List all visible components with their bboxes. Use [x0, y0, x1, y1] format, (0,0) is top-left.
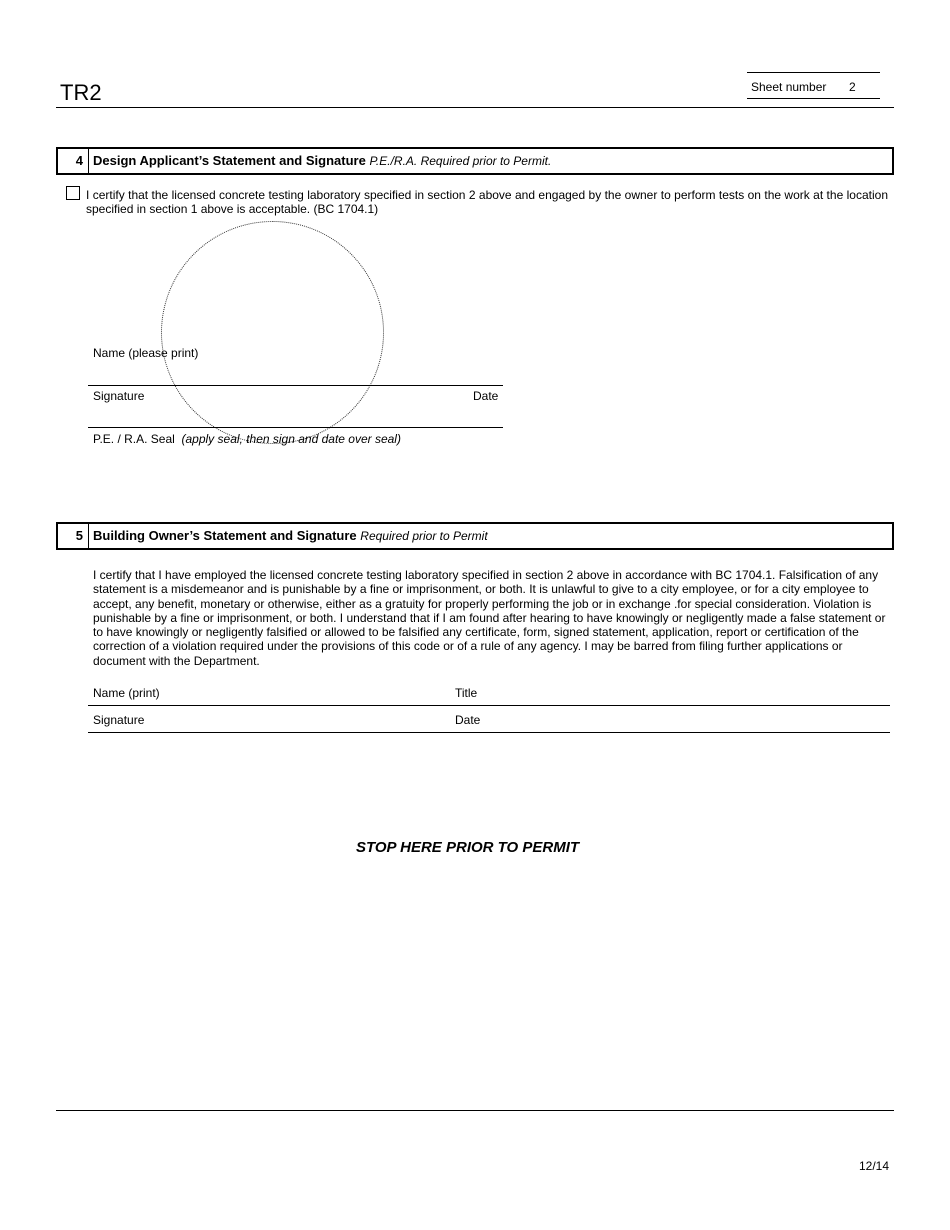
section-4-title: Design Applicant’s Statement and Signature	[93, 153, 366, 168]
name-print-label: Name (please print)	[93, 346, 199, 360]
seal-circle	[161, 221, 384, 444]
owner-date-label: Date	[455, 713, 481, 727]
owner-signature-line[interactable]	[88, 732, 890, 733]
sheet-number-label: Sheet number	[751, 80, 827, 94]
seal-label: P.E. / R.A. Seal	[93, 432, 175, 446]
section-5-title: Building Owner’s Statement and Signature	[93, 528, 357, 543]
header-rule	[56, 107, 894, 108]
seal-note: (apply seal, then sign and date over seal)	[181, 432, 401, 446]
sheet-number-value: 2	[849, 80, 856, 94]
section-4-number: 4	[58, 149, 89, 173]
stop-notice: STOP HERE PRIOR TO PERMIT	[355, 839, 580, 856]
seal-label-wrap	[93, 432, 401, 446]
form-code: TR2	[60, 80, 102, 105]
owner-signature-label: Signature	[93, 713, 145, 727]
section-5-subtitle: Required prior to Permit	[360, 529, 488, 543]
name-line[interactable]	[88, 385, 503, 386]
section-4-subtitle: P.E./R.A. Required prior to Permit.	[369, 154, 552, 168]
page-number: 12/14	[859, 1159, 890, 1173]
sheet-number-box	[747, 72, 880, 99]
section-5-statement: I certify that I have employed the licensed concrete testing laboratory specified in section 2 above in accordance with BC 1704.1. Falsification of any statement is a misdemeanor and is punishable by a fine or imprisonment, or both. It is unlawful to give to a city employee, or for a city employee to accept, any benefit, monetary or otherwise, either as a gratuity for properly performing the job or in exchange .for special consideration. Violation is punishable by a fine or imprisonment, or both. I understand that if I am found after hearing to have knowingly or negligently made a false statement or to have knowingly or negligently falsified or allowed to be falsified any certificate, form, signed statement, application, report or certification of the correction of a violation required under the provisions of this code or of a rule of any agency. I may be barred from filing further applications or document with the Department.	[93, 568, 886, 668]
footer-rule	[56, 1110, 894, 1111]
section-5-title-wrap	[93, 524, 488, 548]
owner-name-label: Name (print)	[93, 686, 160, 700]
section-4-certification: I certify that the licensed concrete testing laboratory specified in section 2 above and engaged by the owner to perform tests on the work at the location specified in section 1 above is acceptable. (BC 1704.1)	[86, 188, 888, 216]
owner-title-label: Title	[455, 686, 478, 700]
section-4-title-wrap	[93, 149, 551, 173]
section-5-number: 5	[58, 524, 89, 548]
date-label: Date	[473, 389, 499, 403]
owner-name-line[interactable]	[88, 705, 890, 706]
certify-checkbox[interactable]	[66, 186, 80, 200]
section-4-header	[56, 147, 894, 175]
signature-line[interactable]	[88, 427, 503, 428]
section-5-header	[56, 522, 894, 550]
signature-label: Signature	[93, 389, 145, 403]
